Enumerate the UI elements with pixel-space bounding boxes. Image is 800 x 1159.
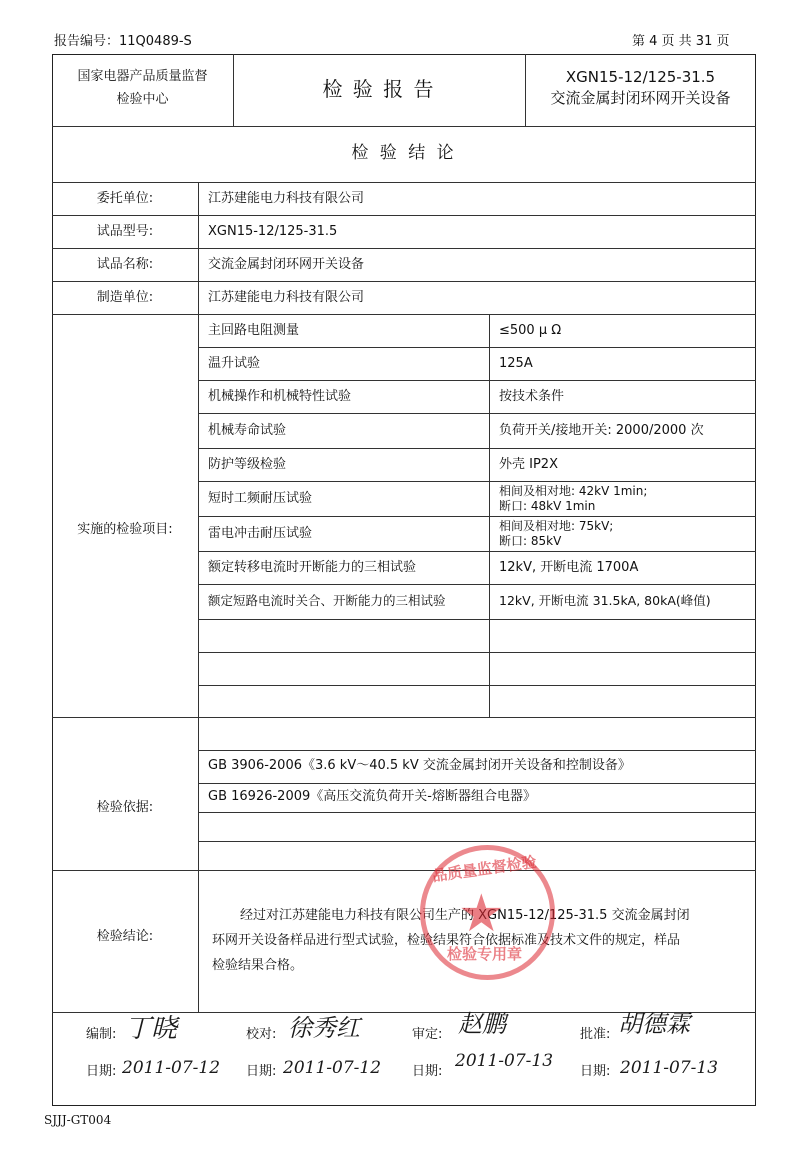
test-name: 短时工频耐压试验 [208, 491, 313, 506]
conclusion-line-1: 经过对江苏建能电力科技有限公司生产的 XGN15-12/125-31.5 交流金属封闭 [240, 908, 690, 923]
info-label: 委托单位: [96, 191, 154, 206]
info-label: 制造单位: [96, 290, 154, 305]
report-number: 报告编号：11Q0489-S [54, 34, 192, 49]
title-bottom-line [52, 182, 756, 183]
signature-name: 胡德霖 [618, 1010, 690, 1038]
signature-role: 批准: [580, 1027, 611, 1042]
signature-role: 校对: [246, 1027, 277, 1042]
row-line [198, 516, 756, 517]
row-line [52, 870, 756, 871]
stamp-text: 品质量监督检验 [431, 852, 538, 886]
row-line [198, 619, 756, 620]
org-name-line2: 检验中心 [116, 92, 169, 107]
test-name: 机械寿命试验 [208, 423, 287, 438]
report-frame [52, 54, 756, 1106]
date-label: 日期: [246, 1064, 277, 1079]
row-line [52, 314, 756, 315]
basis-standard: GB 3906-2006《3.6 kV～40.5 kV 交流金属封闭开关设备和控制设备》 [208, 758, 631, 773]
row-line [198, 685, 756, 686]
info-label: 试品名称: [96, 257, 154, 272]
date-label: 日期: [412, 1064, 443, 1079]
info-value: 江苏建能电力科技有限公司 [208, 191, 365, 206]
signature-role: 编制: [86, 1027, 117, 1042]
test-result: 相间及相对地: 42kV 1min; [499, 484, 648, 498]
test-result: ≤500 μ Ω [499, 323, 562, 338]
row-line [198, 347, 756, 348]
document-title: 检 验 报 告 [322, 77, 436, 101]
signature-name: 丁晓 [125, 1014, 178, 1044]
row-line [198, 551, 756, 552]
signature-role: 审定: [412, 1027, 443, 1042]
test-result: 外壳 IP2X [499, 457, 558, 472]
signature-date: 2011-07-13 [455, 1051, 554, 1071]
row-line [198, 812, 756, 813]
row-line [198, 652, 756, 653]
label-column-divider [198, 182, 199, 1012]
row-line [198, 584, 756, 585]
header-bottom-line [52, 126, 756, 127]
conclusion-line-2: 环网开关设备样品进行型式试验，检验结果符合依据标准及技术文件的规定，样品 [212, 933, 681, 948]
test-result-line2: 断口: 48kV 1min [499, 499, 596, 513]
header-model: XGN15-12/125-31.5 [565, 68, 716, 86]
row-line [198, 783, 756, 784]
row-line [52, 717, 756, 718]
info-value: XGN15-12/125-31.5 [208, 224, 338, 239]
info-value: 交流金属封闭环网开关设备 [208, 257, 365, 272]
row-line [198, 481, 756, 482]
header-product: 交流金属封闭环网开关设备 [550, 89, 731, 107]
row-line [52, 248, 756, 249]
header-divider-2 [525, 54, 526, 126]
row-line [198, 841, 756, 842]
row-line [52, 215, 756, 216]
page-indicator: 第 4 页 共 31 页 [632, 34, 730, 49]
date-label: 日期: [86, 1064, 117, 1079]
test-result: 相间及相对地: 75kV; [499, 519, 614, 533]
test-result: 12kV, 开断电流 1700A [499, 560, 639, 575]
test-name: 机械操作和机械特性试验 [208, 389, 352, 404]
basis-standard: GB 16926-2009《高压交流负荷开关-熔断器组合电器》 [208, 789, 536, 804]
org-name-line1: 国家电器产品质量监督 [77, 69, 208, 84]
signature-date: 2011-07-13 [620, 1058, 719, 1078]
tests-label: 实施的检验项目: [77, 522, 173, 537]
row-line [198, 413, 756, 414]
row-line [198, 750, 756, 751]
row-line [198, 380, 756, 381]
test-result: 按技术条件 [499, 389, 565, 404]
test-name: 防护等级检验 [208, 457, 287, 472]
signature-name: 徐秀红 [288, 1014, 360, 1042]
form-code: SJJJ-GT004 [44, 1113, 112, 1127]
test-result: 125A [499, 356, 533, 371]
basis-label: 检验依据: [96, 800, 154, 815]
section-title: 检 验 结 论 [351, 143, 457, 163]
test-result: 12kV, 开断电流 31.5kA, 80kA(峰值) [499, 593, 711, 608]
conclusion-label: 检验结论: [96, 929, 154, 944]
date-label: 日期: [580, 1064, 611, 1079]
test-result-line2: 断口: 85kV [499, 534, 562, 548]
signature-date: 2011-07-12 [283, 1058, 382, 1078]
conclusion-line-3: 检验结果合格。 [212, 958, 304, 973]
stamp-star-icon: ★ [458, 884, 505, 944]
test-name: 温升试验 [208, 356, 261, 371]
signature-name: 赵鹏 [458, 1010, 506, 1038]
test-name: 主回路电阻测量 [208, 323, 300, 338]
test-name: 雷电冲击耐压试验 [208, 526, 313, 541]
info-value: 江苏建能电力科技有限公司 [208, 290, 365, 305]
info-label: 试品型号: [96, 224, 154, 239]
row-line [198, 448, 756, 449]
test-name: 额定短路电流时关合、开断能力的三相试验 [208, 593, 446, 608]
test-name: 额定转移电流时开断能力的三相试验 [208, 560, 417, 575]
test-result: 负荷开关/接地开关: 2000/2000 次 [499, 423, 704, 438]
row-line [52, 281, 756, 282]
stamp-bottom-text: 检验专用章 [447, 945, 523, 963]
signature-date: 2011-07-12 [122, 1058, 221, 1078]
